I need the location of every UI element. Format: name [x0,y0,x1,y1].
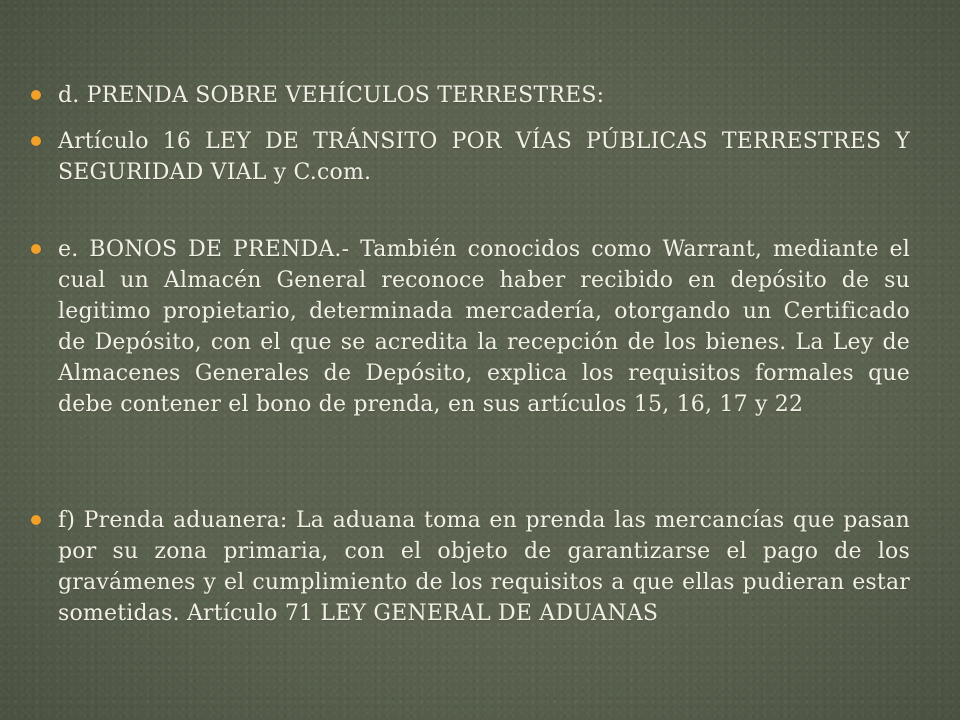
bullet-dot-icon [31,515,41,525]
bullet-item-vehiculos-terrestres [58,80,910,111]
bullet-item-prenda-aduanera [58,505,910,629]
bullet-dot-icon [31,90,41,100]
bullet-text: d. PRENDA SOBRE VEHÍCULOS TERRESTRES: [58,83,605,108]
bullet-item-bonos-de-prenda [58,234,910,420]
bullet-dot-icon [31,136,41,146]
bullet-text: f) Prenda aduanera: La aduana toma en prenda las mercancías que pasan por su zona primaria, con el objeto de garantizarse el pago de los gravámenes y el cumplimiento de los requisitos a que ellas pudieran estar sometidas. Artículo 71 LEY GENERAL DE ADUANAS [58,508,910,626]
bullet-text: e. BONOS DE PRENDA.- También conocidos como Warrant, mediante el cual un Almacén General reconoce haber recibido en depósito de su legitimo propietario, determinada mercadería, otorgando un Certificado de Depósito, con el que se acredita la recepción de los bienes. La Ley de Almacenes Generales de Depósito, explica los requisitos formales que debe contener el bono de prenda, en sus artículos 15, 16, 17 y 22 [58,237,910,417]
bullet-text: Artículo 16 LEY DE TRÁNSITO POR VÍAS PÚBLICAS TERRESTRES Y SEGURIDAD VIAL y C.com. [58,129,910,185]
bullet-dot-icon [31,244,41,254]
bullet-item-articulo-16 [58,126,910,188]
